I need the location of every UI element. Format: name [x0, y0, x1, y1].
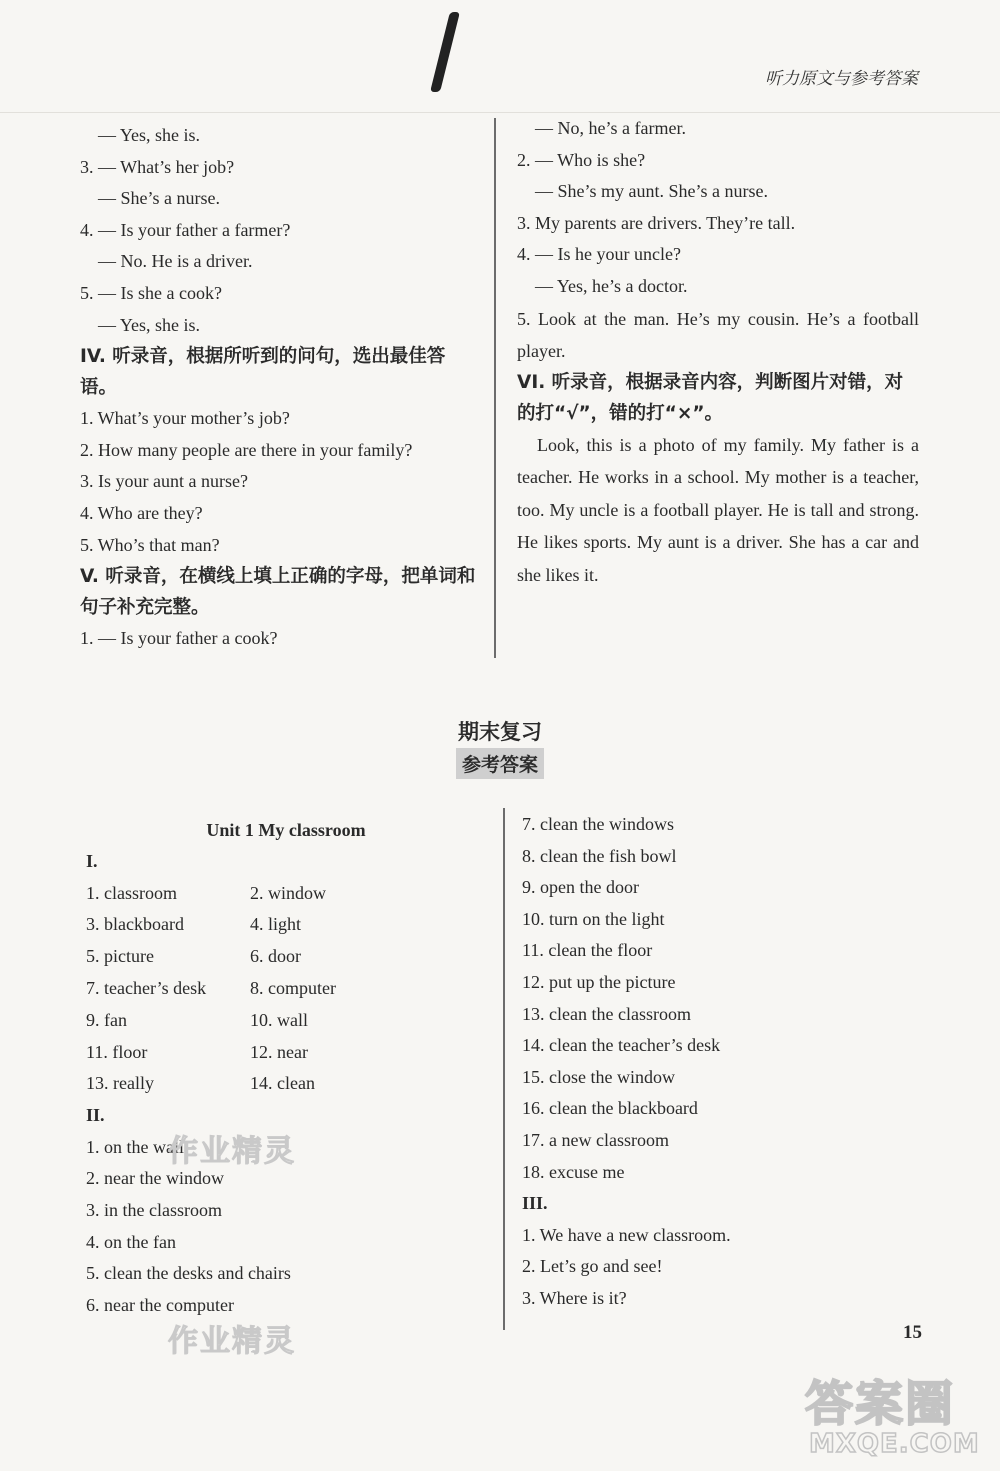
dialog-line: 3. My parents are drivers. They’re tall.: [517, 212, 796, 233]
answer-item: 12. near: [250, 1041, 308, 1062]
list-item: 9. open the door: [522, 877, 639, 898]
dialog-line: 5. — Is she a cook?: [80, 282, 222, 303]
list-item: 3. Is your aunt a nurse?: [80, 471, 248, 492]
unit-title: Unit 1 My classroom: [206, 820, 366, 840]
section-i-label: I.: [86, 851, 98, 871]
list-item: 18. excuse me: [522, 1161, 625, 1182]
list-item: 11. clean the floor: [522, 940, 653, 961]
section-iii-label: III.: [522, 1193, 548, 1214]
answer-item: 9. fan: [86, 1009, 127, 1030]
right-item-5: 5. Look at the man. He’s my cousin. He’s a football player.: [517, 308, 919, 361]
section-vi-paragraph: Look, this is a photo of my family. My father is a teacher. He works in a school. My mother is a teacher, too. My uncle is a football player. He is tall and strong. He likes sports. My aunt is a driver. She has a car and she likes it.: [517, 434, 919, 585]
review-subtitle-wrap: [0, 748, 1000, 779]
list-item: 2. near the window: [86, 1168, 224, 1189]
review-title: 期末复习: [458, 720, 542, 744]
list-item: 1. What’s your mother’s job?: [80, 408, 290, 429]
answer-item: 5. picture: [86, 946, 154, 967]
list-item: 14. clean the teacher’s desk: [522, 1035, 721, 1056]
dialog-line: 4. — Is he your uncle?: [517, 244, 681, 265]
section-v-list: [80, 623, 482, 655]
dialog-line: 3. — What’s her job?: [80, 156, 235, 177]
watermark-1: 作业精灵: [168, 1134, 296, 1169]
corner-logo: [805, 1365, 990, 1465]
list-item: 3. Where is it?: [522, 1287, 627, 1308]
list-item: 5. Who’s that man?: [80, 534, 220, 555]
list-item: 15. close the window: [522, 1066, 675, 1087]
answer-item: 4. light: [250, 914, 302, 935]
list-item: 7. clean the windows: [522, 814, 674, 834]
list-item: 5. clean the desks and chairs: [86, 1263, 291, 1284]
answer-item: 14. clean: [250, 1073, 315, 1094]
dialog-list-left: [80, 120, 482, 341]
section-ii-list-right: [522, 809, 922, 1188]
dialog-line: 4. — Is your father a farmer?: [80, 219, 291, 240]
answer-item: 1. classroom: [86, 882, 177, 903]
answer-item: 13. really: [86, 1073, 154, 1094]
section-v-heading: V. 听录音，在横线上填上正确的字母，把单词和句子补充完整。: [80, 566, 476, 619]
list-item: 2. Let’s go and see!: [522, 1256, 663, 1277]
upper-left-column: [80, 120, 482, 655]
dialog-line: — Yes, he’s a doctor.: [535, 275, 688, 296]
answer-item: 7. teacher’s desk: [86, 977, 207, 998]
dialog-list-right: [517, 113, 919, 303]
lower-right-column: [522, 809, 922, 1315]
dialog-line: — No, he’s a farmer.: [535, 118, 686, 138]
answer-item: 11. floor: [86, 1041, 148, 1062]
answer-item: 6. door: [250, 946, 301, 967]
dialog-line: — Yes, she is.: [98, 314, 201, 335]
dialog-line: 2. — Who is she?: [517, 149, 646, 170]
list-item: 1. We have a new classroom.: [522, 1224, 731, 1245]
answer-item: 8. computer: [250, 977, 336, 998]
section-iv-heading: IV. 听录音，根据所听到的问句，选出最佳答语。: [80, 346, 446, 399]
list-item: 8. clean the fish bowl: [522, 845, 677, 866]
list-item: 12. put up the picture: [522, 971, 676, 992]
section-ii-label: II.: [86, 1105, 105, 1126]
answer-item: 10. wall: [250, 1009, 308, 1030]
running-header: 听力原文与参考答案: [765, 69, 918, 89]
answer-item: 3. blackboard: [86, 914, 184, 935]
upper-column-divider: [494, 118, 496, 658]
dialog-line: — She’s a nurse.: [98, 188, 220, 209]
dialog-line: — No. He is a driver.: [98, 251, 253, 272]
logo-url: MXQE.COM: [809, 1429, 980, 1459]
list-item: 16. clean the blackboard: [522, 1098, 698, 1119]
list-item: 4. on the fan: [86, 1231, 176, 1252]
list-item: 4. Who are they?: [80, 502, 203, 523]
review-subtitle: 参考答案: [456, 748, 544, 779]
list-item: 2. How many people are there in your family?: [80, 439, 413, 460]
section-vi-heading: VI. 听录音，根据录音内容，判断图片对错，对的打“√”，错的打“×”。: [517, 371, 904, 424]
dialog-line: — She’s my aunt. She’s a nurse.: [535, 181, 768, 202]
dialog-line: — Yes, she is.: [98, 125, 201, 145]
watermark-2: 作业精灵: [168, 1324, 296, 1359]
top-pen-stroke: [430, 12, 460, 92]
list-item: 6. near the computer: [86, 1294, 234, 1315]
list-item: 1. on the wall: [86, 1136, 184, 1157]
list-item: 1. — Is your father a cook?: [80, 628, 278, 649]
list-item: 10. turn on the light: [522, 908, 665, 929]
page-number: 15: [903, 1322, 922, 1343]
logo-text: 答案圈: [805, 1376, 956, 1432]
section-i-grid: [86, 878, 486, 1101]
section-iii-list: [522, 1220, 922, 1315]
lower-column-divider: [503, 808, 505, 1330]
section-iv-list: [80, 403, 482, 561]
lower-left-column: [86, 814, 486, 1321]
list-item: 17. a new classroom: [522, 1129, 669, 1150]
upper-right-column: [517, 113, 919, 591]
list-item: 13. clean the classroom: [522, 1003, 691, 1024]
list-item: 3. in the classroom: [86, 1199, 222, 1220]
answer-item: 2. window: [250, 882, 326, 903]
